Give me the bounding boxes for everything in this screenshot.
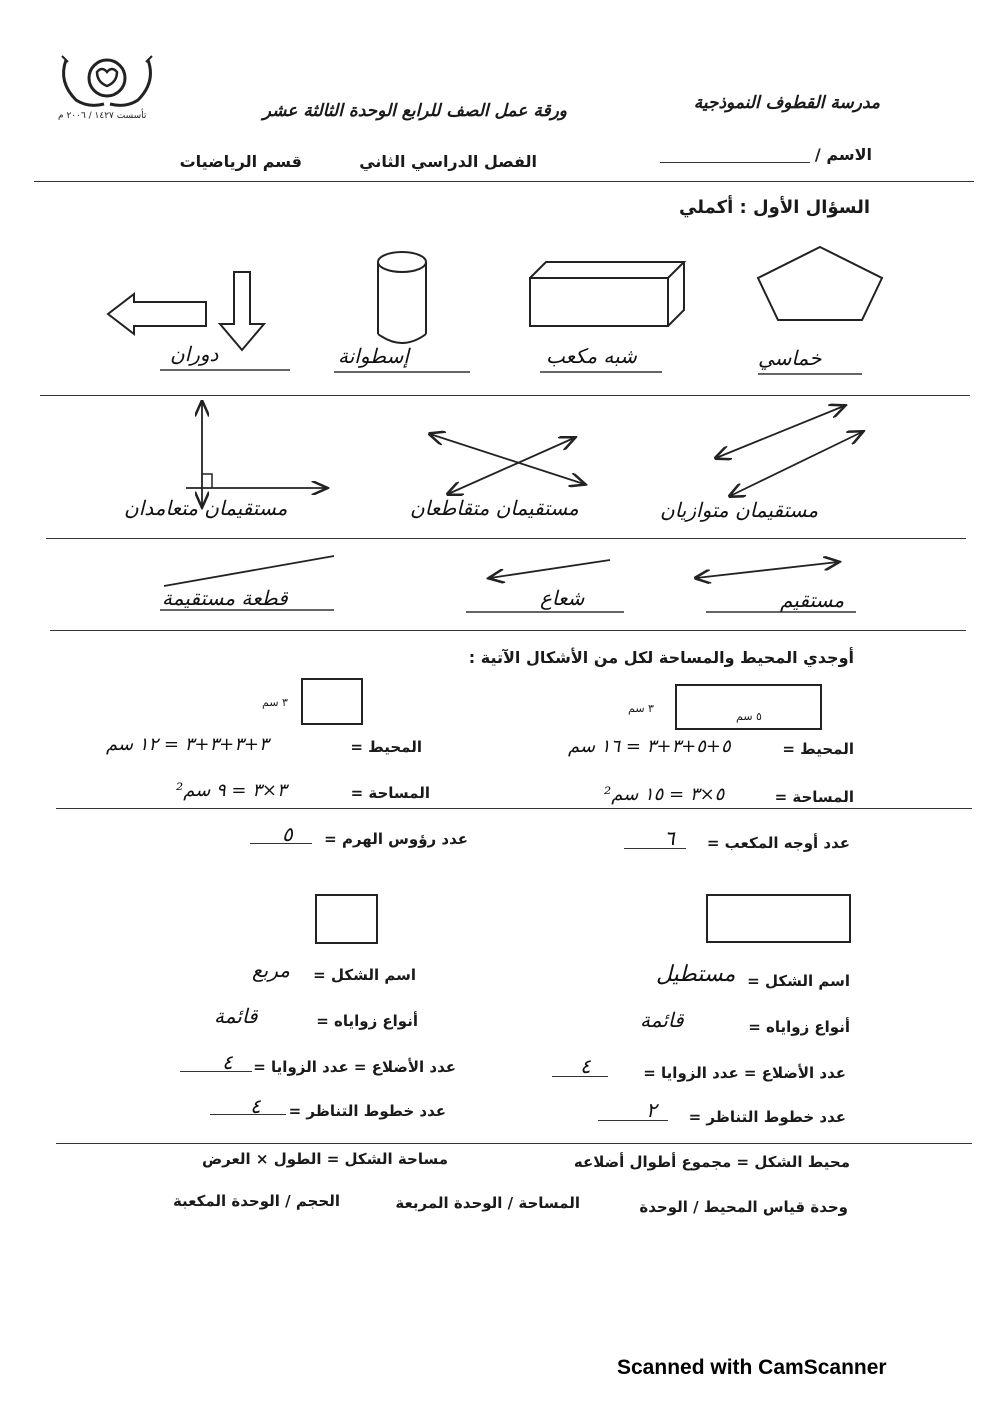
department-label: قسم الرياضيات: [179, 152, 302, 171]
divider: [34, 181, 974, 182]
rect-symmetry-blank: [598, 1120, 668, 1121]
answer-intersecting: مستقيمان متقاطعان: [410, 496, 579, 520]
area-formula: مساحة الشكل = الطول × العرض: [201, 1150, 448, 1168]
answer-pentagon: خماسي: [758, 346, 822, 370]
pyramid-vertices-blank: [250, 843, 312, 844]
square-figure: [301, 678, 363, 725]
answer-parallel: مستقيمان متوازيان: [660, 498, 819, 522]
worksheet-title: ورقة عمل الصف للرابع الوحدة الثالثة عشر: [262, 101, 567, 121]
square-figure-2: [315, 894, 378, 944]
logo-emblem-icon: [52, 48, 162, 120]
square-symmetry-blank: [210, 1114, 286, 1115]
rect-symmetry-label: عدد خطوط التناظر =: [688, 1108, 846, 1126]
pyramid-vertices-label: عدد رؤوس الهرم =: [324, 830, 468, 848]
scanner-watermark: Scanned with CamScanner: [617, 1356, 887, 1379]
answer-cuboid: شبه مكعب: [546, 344, 637, 368]
rect-angles-answer: قائمة: [640, 1008, 684, 1032]
square-side-label: ٣ سم: [262, 696, 288, 709]
perimeter-formula: محيط الشكل = مجموع أطوال أضلاعه: [573, 1153, 850, 1171]
ray-figure: [490, 560, 610, 578]
rect-symmetry-answer: ٢: [646, 1098, 657, 1122]
rectangle-figure-2: [706, 894, 851, 943]
rect-perimeter-label: المحيط =: [782, 740, 854, 758]
cube-faces-label: عدد أوجه المكعب =: [706, 834, 850, 852]
answer-ray: شعاع: [540, 586, 585, 610]
rect-name-label: اسم الشكل =: [747, 972, 850, 990]
cube-faces-blank: [624, 848, 686, 849]
divider: [46, 538, 966, 539]
cube-faces-answer: ٦: [664, 826, 675, 850]
square-name-label: اسم الشكل =: [313, 966, 416, 984]
square-area-answer: ٣×٣ = ٩ سم²: [176, 780, 287, 801]
segment-figure: [164, 556, 334, 586]
rect-sides-blank: [552, 1076, 608, 1077]
square-sides-label: عدد الأضلاع = عدد الزوايا =: [253, 1058, 456, 1076]
name-blank-line[interactable]: [660, 162, 810, 163]
cuboid-shape: [530, 262, 684, 326]
square-perimeter-answer: ٣+٣+٣+٣ = ١٢ سم: [106, 734, 269, 755]
rect-inner-label: ٥ سم: [736, 710, 762, 723]
divider: [50, 630, 966, 631]
square-angles-label: أنواع زواياه =: [316, 1012, 418, 1030]
answer-segment: قطعة مستقيمة: [162, 586, 288, 610]
square-angles-answer: قائمة: [214, 1004, 258, 1028]
unit-perimeter: وحدة قياس المحيط / الوحدة: [639, 1198, 848, 1216]
rect-sides-label: عدد الأضلاع = عدد الزوايا =: [643, 1064, 846, 1082]
rectangle-figure: [675, 684, 822, 730]
logo-caption: تأسست ١٤٢٧ / ٢٠٠٦ م: [58, 111, 147, 121]
rect-name-answer: مستطيل: [656, 962, 736, 987]
question1-heading: السؤال الأول : أكملي: [679, 197, 870, 218]
cylinder-shape: [378, 252, 426, 343]
pyramid-vertices-answer: ٥: [282, 822, 293, 846]
square-symmetry-label: عدد خطوط التناظر =: [288, 1102, 446, 1120]
pentagon-shape: [758, 247, 882, 320]
square-perimeter-label: المحيط =: [350, 738, 422, 756]
down-arrow-shape: [220, 272, 264, 350]
parallel-line-1: [716, 406, 844, 458]
pa-instruction: أوجدي المحيط والمساحة لكل من الأشكال الآتية :: [468, 648, 854, 667]
intersecting-line-2: [448, 438, 574, 494]
left-arrow-shape: [108, 294, 206, 334]
school-name: مدرسة القطوف النموذجية: [693, 93, 880, 113]
unit-volume: الحجم / الوحدة المكعبة: [172, 1192, 340, 1210]
divider: [56, 1143, 972, 1144]
divider: [40, 395, 970, 396]
rect-angles-label: أنواع زواياه =: [748, 1018, 850, 1036]
square-area-label: المساحة =: [350, 784, 430, 802]
answer-line: مستقيم: [780, 588, 845, 612]
rect-perimeter-answer: ٥+٥+٣+٣ = ١٦ سم: [568, 736, 731, 757]
square-symmetry-answer: ٤: [250, 1094, 261, 1118]
answer-perpendicular: مستقيمان متعامدان: [124, 496, 288, 520]
line-figure: [696, 562, 838, 578]
rect-side-label: ٣ سم: [628, 702, 654, 715]
square-sides-answer: ٤: [222, 1050, 233, 1074]
rect-area-label: المساحة =: [774, 788, 854, 806]
intersecting-line-1: [430, 434, 584, 484]
school-logo: [52, 48, 162, 120]
rect-sides-answer: ٤: [580, 1054, 591, 1078]
term-label: الفصل الدراسي الثاني: [359, 152, 537, 171]
square-sides-blank: [180, 1071, 252, 1072]
divider: [56, 808, 972, 809]
answer-arrow: دوران: [170, 342, 219, 366]
name-label: الاسم /: [814, 145, 872, 164]
answer-cylinder: إسطوانة: [338, 344, 409, 368]
square-name-answer: مربع: [252, 958, 290, 982]
unit-area: المساحة / الوحدة المربعة: [395, 1194, 580, 1212]
rect-area-answer: ٥×٣ = ١٥ سم²: [604, 784, 725, 805]
parallel-line-2: [730, 432, 862, 496]
